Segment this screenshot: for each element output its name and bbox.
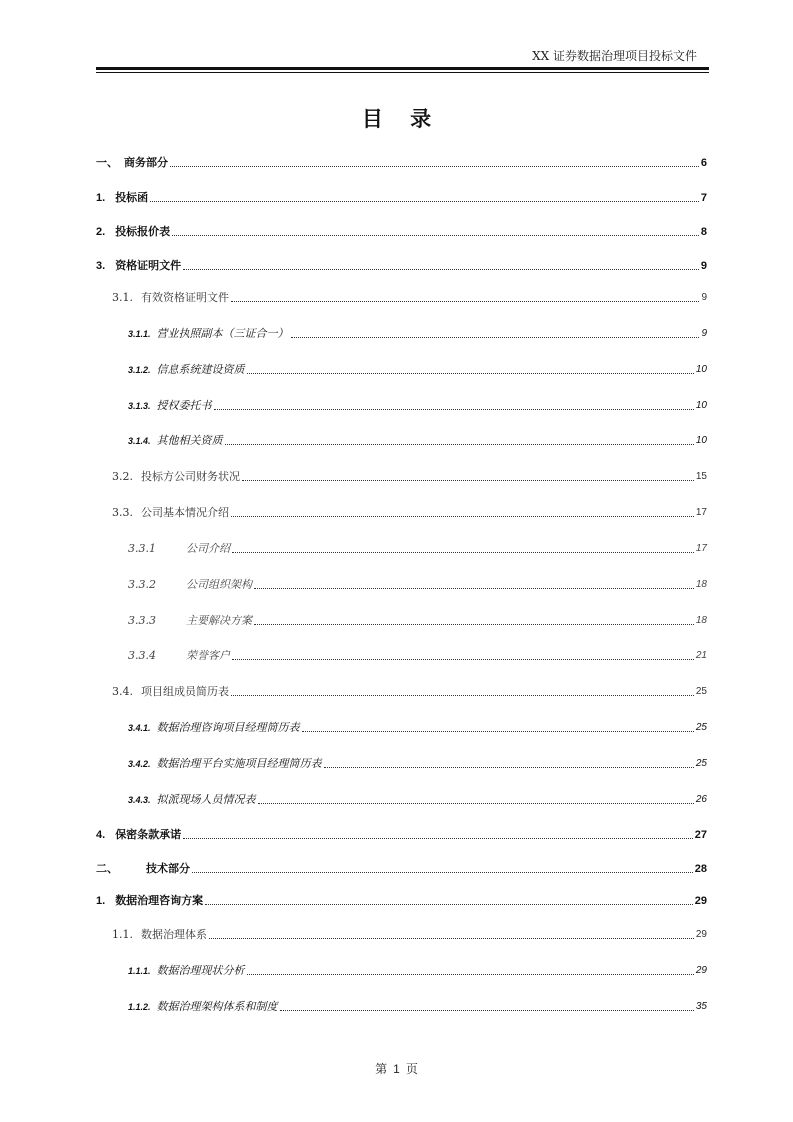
toc-leader [258, 803, 694, 804]
toc-page: 9 [700, 260, 707, 272]
page-footer [0, 1060, 793, 1077]
toc-text: 数据治理架构体系和制度 [156, 1000, 278, 1013]
toc-number: 3.1.3. [128, 401, 151, 411]
toc-entry[interactable] [0, 574, 793, 592]
toc-page: 6 [700, 157, 707, 169]
toc-leader [254, 624, 694, 625]
toc-number: 3.4. [112, 685, 133, 698]
toc-leader [170, 166, 699, 167]
toc-entry[interactable] [0, 924, 793, 942]
toc-number: 3.3. [112, 506, 133, 519]
toc-text: 投标报价表 [115, 226, 171, 238]
toc-page: 29 [694, 895, 707, 907]
toc-leader [232, 552, 694, 553]
toc-text: 公司介绍 [186, 542, 230, 555]
toc-leader [291, 337, 700, 338]
toc-leader [254, 588, 694, 589]
toc-text: 公司组织架构 [186, 578, 252, 591]
toc-page: 10 [695, 435, 707, 446]
toc-text: 公司基本情况介绍 [141, 506, 229, 519]
toc-leader [231, 695, 694, 696]
toc-number: 二、 [96, 863, 118, 875]
toc-text: 信息系统建设资质 [156, 363, 245, 376]
toc-text: 项目组成员简历表 [141, 685, 229, 698]
toc-leader [225, 444, 694, 445]
toc-entry[interactable] [0, 221, 793, 239]
toc-page: 15 [695, 471, 707, 482]
toc-page: 27 [694, 829, 707, 841]
toc-page: 17 [695, 543, 707, 554]
toc-number: 3.3.1 [128, 542, 156, 555]
toc-leader [231, 516, 694, 517]
header-rule-thin [96, 72, 709, 73]
toc-entry[interactable] [0, 717, 793, 735]
toc-text: 投标函 [115, 192, 149, 204]
toc-text: 营业执照副本（三证合一） [156, 327, 289, 340]
page-number: 1 [393, 1062, 400, 1076]
toc-leader [247, 974, 694, 975]
toc-number: 3.2. [112, 470, 133, 483]
toc-number: 1. [96, 895, 106, 907]
toc-number: 3.3.4 [128, 649, 156, 662]
toc-leader [232, 659, 694, 660]
toc-entry[interactable] [0, 287, 793, 305]
toc-entry[interactable] [0, 610, 793, 628]
toc-leader [247, 373, 694, 374]
toc-page: 9 [701, 292, 707, 303]
toc-text: 数据治理咨询项目经理简历表 [156, 721, 300, 734]
toc-leader [242, 480, 694, 481]
toc-entry[interactable] [0, 395, 793, 413]
toc-text: 数据治理平台实施项目经理简历表 [156, 757, 322, 770]
toc-page: 10 [695, 400, 707, 411]
toc-page: 26 [695, 794, 707, 805]
toc-entry[interactable] [0, 681, 793, 699]
toc-entry[interactable] [0, 960, 793, 978]
toc-entry[interactable] [0, 858, 793, 876]
toc-entry[interactable] [0, 502, 793, 520]
toc-page: 18 [695, 579, 707, 590]
toc-leader [183, 838, 693, 839]
toc-number: 1.1.1. [128, 966, 151, 976]
toc-page: 9 [701, 328, 707, 339]
toc-number: 1. [96, 192, 106, 204]
toc-number: 1.1.2. [128, 1002, 151, 1012]
toc-entry[interactable] [0, 789, 793, 807]
toc-leader [172, 235, 699, 236]
toc-text: 数据治理现状分析 [156, 964, 245, 977]
toc-page: 21 [695, 650, 707, 661]
toc-entry[interactable] [0, 890, 793, 908]
toc-leader [192, 872, 693, 873]
toc-entry[interactable] [0, 187, 793, 205]
toc-number: 一、 [96, 157, 118, 169]
toc-page: 8 [700, 226, 707, 238]
toc-text: 数据治理咨询方案 [115, 895, 204, 907]
toc-text: 其他相关资质 [156, 434, 223, 447]
toc-text: 投标方公司财务状况 [141, 470, 240, 483]
toc-entry[interactable] [0, 430, 793, 448]
toc-number: 3.3.3 [128, 614, 156, 627]
toc-title: 目 录 [361, 107, 442, 131]
toc-page: 17 [695, 507, 707, 518]
toc-entry[interactable] [0, 824, 793, 842]
toc-entry[interactable] [0, 152, 793, 170]
toc-number: 3.4.3. [128, 795, 151, 805]
toc-page: 7 [700, 192, 707, 204]
toc-text: 授权委托书 [156, 399, 212, 412]
toc-text: 技术部分 [146, 863, 190, 875]
toc-entry[interactable] [0, 359, 793, 377]
document-header: XX 证券数据治理项目投标文件 [532, 49, 697, 63]
toc-leader [150, 201, 699, 202]
toc-page: 25 [695, 722, 707, 733]
footer-prefix: 第 [375, 1062, 388, 1076]
toc-number: 3.4.1. [128, 723, 151, 733]
toc-entry[interactable] [0, 255, 793, 273]
toc-page: 25 [695, 686, 707, 697]
toc-number: 2. [96, 226, 106, 238]
toc-text: 主要解决方案 [186, 614, 252, 627]
toc-number: 3.1. [112, 291, 133, 304]
toc-number: 3.1.1. [128, 329, 151, 339]
toc-leader [183, 269, 699, 270]
toc-number: 3.1.4. [128, 436, 151, 446]
toc-leader [280, 1010, 694, 1011]
toc-leader [205, 904, 693, 905]
toc-text: 数据治理体系 [141, 928, 207, 941]
toc-number: 4. [96, 829, 106, 841]
toc-text: 荣誉客户 [186, 649, 230, 662]
toc-page: 29 [695, 965, 707, 976]
toc-leader [214, 409, 694, 410]
toc-text: 商务部分 [124, 157, 168, 169]
toc-text: 保密条款承诺 [115, 829, 182, 841]
header-rule-thick [96, 67, 709, 70]
toc-page: 18 [695, 615, 707, 626]
toc-entry[interactable] [0, 466, 793, 484]
toc-text: 有效资格证明文件 [141, 291, 229, 304]
toc-number: 3.1.2. [128, 365, 151, 375]
toc-page: 25 [695, 758, 707, 769]
toc-number: 3.4.2. [128, 759, 151, 769]
toc-page: 10 [695, 364, 707, 375]
toc-page: 29 [695, 929, 707, 940]
toc-leader [302, 731, 694, 732]
toc-leader [209, 938, 694, 939]
toc-page: 35 [695, 1001, 707, 1012]
toc-number: 3.3.2 [128, 578, 156, 591]
toc-entry[interactable] [0, 323, 793, 341]
toc-entry[interactable] [0, 753, 793, 771]
footer-suffix: 页 [405, 1062, 418, 1076]
toc-entry[interactable] [0, 538, 793, 556]
toc-page: 28 [694, 863, 707, 875]
toc-leader [324, 767, 694, 768]
toc-entry[interactable] [0, 996, 793, 1014]
toc-text: 拟派现场人员情况表 [156, 793, 256, 806]
toc-number: 3. [96, 260, 106, 272]
toc-text: 资格证明文件 [115, 260, 182, 272]
toc-leader [231, 301, 699, 302]
toc-entry[interactable] [0, 645, 793, 663]
toc-number: 1.1. [112, 928, 133, 941]
